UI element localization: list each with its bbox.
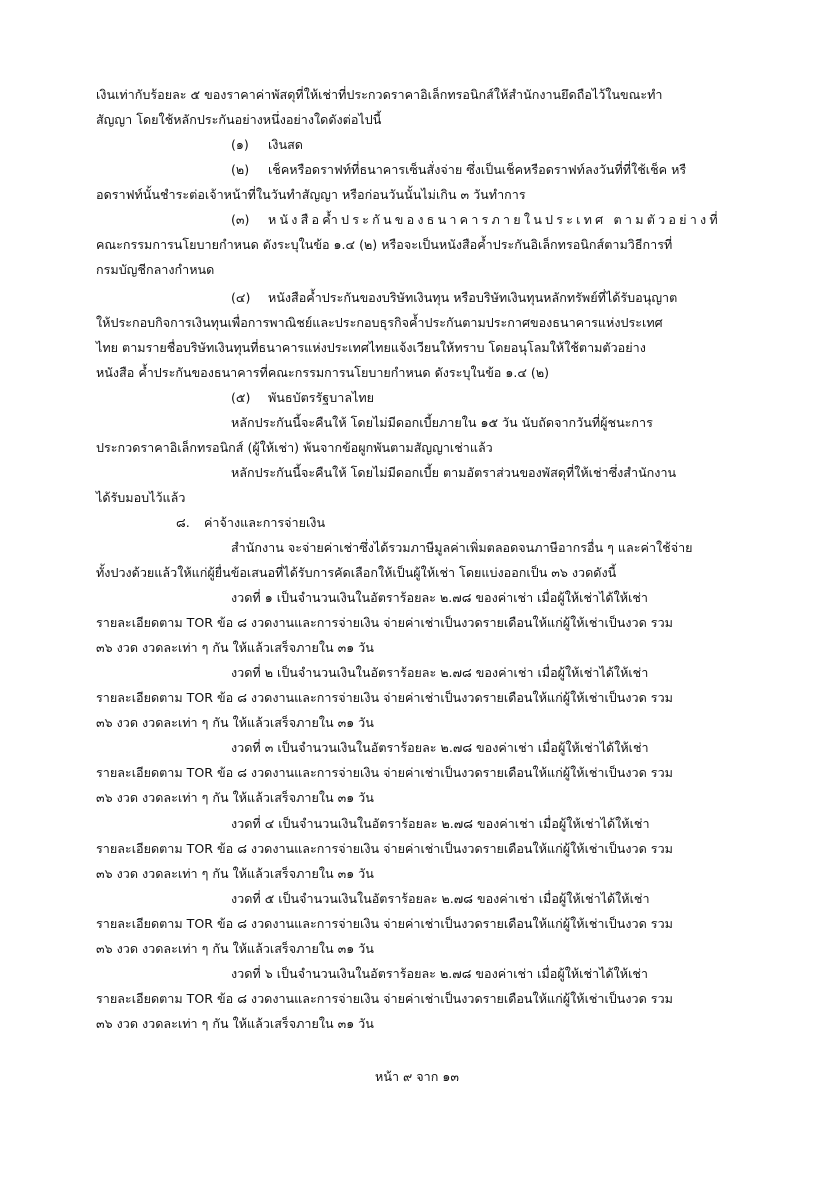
text-line: ๓๖ งวด งวดละเท่า ๆ กัน ให้แล้วเสร็จภายใน ๓๑ วัน: [96, 1016, 374, 1031]
list-marker: (๓): [231, 212, 250, 227]
text-line: รายละเอียดตาม TOR ข้อ ๘ งวดงานและการจ่ายเงิน จ่ายค่าเช่าเป็นงวดรายเดือนให้แก่ผู้ให้เช่าเป็นงวด รวม: [96, 690, 673, 705]
text-line: งวดที่ ๓ เป็นจำนวนเงินในอัตราร้อยละ ๒.๗๘ ของค่าเช่า เมื่อผู้ให้เช่าได้ให้เช่า: [231, 740, 649, 755]
text-line: สำนักงาน จะจ่ายค่าเช่าซึ่งได้รวมภาษีมูลค่าเพิ่มตลอดจนภาษีอากรอื่น ๆ และค่าใช้จ่าย: [231, 540, 693, 555]
text-line: ทั้งปวงด้วยแล้วให้แก่ผู้ยื่นข้อเสนอที่ได้รับการคัดเลือกให้เป็นผู้ให้เช่า โดยแบ่งออกเป็น ๓๖ งวดดังนี้: [96, 565, 617, 580]
text-line: ๓๖ งวด งวดละเท่า ๆ กัน ให้แล้วเสร็จภายใน ๓๑ วัน: [96, 715, 374, 730]
page-number: หน้า ๙ จาก ๑๓: [375, 1069, 459, 1084]
text-line: สัญญา โดยใช้หลักประกันอย่างหนึ่งอย่างใดดังต่อไปนี้: [96, 112, 382, 127]
text-line: งวดที่ ๔ เป็นจำนวนเงินในอัตราร้อยละ ๒.๗๘ ของค่าเช่า เมื่อผู้ให้เช่าได้ให้เช่า: [231, 816, 650, 831]
text-line: เช็คหรือดราฟท์ที่ธนาคารเซ็นสั่งจ่าย ซึ่งเป็นเช็คหรือดราฟท์ลงวันที่ที่ใช้เช็ค หรื: [268, 162, 687, 177]
section-number: ๘.: [176, 515, 190, 530]
text-line: ได้รับมอบไว้แล้ว: [96, 490, 186, 505]
text-line: รายละเอียดตาม TOR ข้อ ๘ งวดงานและการจ่ายเงิน จ่ายค่าเช่าเป็นงวดรายเดือนให้แก่ผู้ให้เช่าเป็นงวด รวม: [96, 765, 673, 780]
text-line: หลักประกันนี้จะคืนให้ โดยไม่มีดอกเบี้ยภายใน ๑๕ วัน นับถัดจากวันที่ผู้ชนะการ: [231, 415, 653, 430]
text-line: ๓๖ งวด งวดละเท่า ๆ กัน ให้แล้วเสร็จภายใน ๓๑ วัน: [96, 941, 374, 956]
text-line: หนังสือค้ำประกันของบริษัทเงินทุน หรือบริษัทเงินทุนหลักทรัพย์ที่ได้รับอนุญาต: [268, 290, 678, 305]
text-line: หนังสือ ค้ำประกันของธนาคารที่คณะกรรมการนโยบายกำหนด ดังระบุในข้อ ๑.๔ (๒): [96, 365, 550, 380]
text-line: พันธบัตรรัฐบาลไทย: [268, 390, 375, 405]
text-line: หนังสือค้ำประกันของธนาคารภายในประเทศ ตามตัวอย่างที่: [268, 212, 721, 227]
list-marker: (๕): [231, 390, 251, 405]
text-line: กรมบัญชีกลางกำหนด: [96, 262, 215, 277]
text-line: หลักประกันนี้จะคืนให้ โดยไม่มีดอกเบี้ย ตามอัตราส่วนของพัสดุที่ให้เช่าซึ่งสำนักงาน: [231, 465, 677, 480]
text-line: งวดที่ ๕ เป็นจำนวนเงินในอัตราร้อยละ ๒.๗๘ ของค่าเช่า เมื่อผู้ให้เช่าได้ให้เช่า: [231, 891, 650, 906]
text-line: ให้ประกอบกิจการเงินทุนเพื่อการพาณิชย์และประกอบธุรกิจค้ำประกันตามประกาศของธนาคารแห่งประเทศ: [96, 315, 663, 330]
text-line: เงินเท่ากับร้อยละ ๕ ของราคาค่าพัสดุที่ให้เช่าที่ประกวดราคาอิเล็กทรอนิกส์ให้สำนักงานยึดถือไว้ในขณะทำ: [96, 87, 663, 102]
text-line: รายละเอียดตาม TOR ข้อ ๘ งวดงานและการจ่ายเงิน จ่ายค่าเช่าเป็นงวดรายเดือนให้แก่ผู้ให้เช่าเป็นงวด รวม: [96, 991, 673, 1006]
text-line: งวดที่ ๑ เป็นจำนวนเงินในอัตราร้อยละ ๒.๗๘ ของค่าเช่า เมื่อผู้ให้เช่าได้ให้เช่า: [231, 590, 648, 605]
text-line: รายละเอียดตาม TOR ข้อ ๘ งวดงานและการจ่ายเงิน จ่ายค่าเช่าเป็นงวดรายเดือนให้แก่ผู้ให้เช่าเป็นงวด รวม: [96, 916, 673, 931]
list-marker: (๔): [231, 290, 251, 305]
text-line: เงินสด: [268, 137, 303, 152]
list-marker: (๒): [231, 162, 250, 177]
text-line: คณะกรรมการนโยบายกำหนด ดังระบุในข้อ ๑.๔ (๒) หรือจะเป็นหนังสือค้ำประกันอิเล็กทรอนิกส์ตามวิธีการที่: [96, 237, 673, 252]
text-line: ๓๖ งวด งวดละเท่า ๆ กัน ให้แล้วเสร็จภายใน ๓๑ วัน: [96, 790, 374, 805]
text-line: ๓๖ งวด งวดละเท่า ๆ กัน ให้แล้วเสร็จภายใน ๓๑ วัน: [96, 866, 374, 881]
text-line: งวดที่ ๒ เป็นจำนวนเงินในอัตราร้อยละ ๒.๗๘ ของค่าเช่า เมื่อผู้ให้เช่าได้ให้เช่า: [231, 665, 649, 680]
text-line: รายละเอียดตาม TOR ข้อ ๘ งวดงานและการจ่ายเงิน จ่ายค่าเช่าเป็นงวดรายเดือนให้แก่ผู้ให้เช่าเป็นงวด รวม: [96, 615, 673, 630]
text-line: ประกวดราคาอิเล็กทรอนิกส์ (ผู้ให้เช่า) พ้นจากข้อผูกพันตามสัญญาเช่าแล้ว: [96, 440, 493, 455]
text-line: งวดที่ ๖ เป็นจำนวนเงินในอัตราร้อยละ ๒.๗๘ ของค่าเช่า เมื่อผู้ให้เช่าได้ให้เช่า: [231, 966, 648, 981]
text-line: รายละเอียดตาม TOR ข้อ ๘ งวดงานและการจ่ายเงิน จ่ายค่าเช่าเป็นงวดรายเดือนให้แก่ผู้ให้เช่าเป็นงวด รวม: [96, 841, 673, 856]
list-marker: (๑): [231, 137, 249, 152]
text-line: อดราฟท์นั้นชำระต่อเจ้าหน้าที่ในวันทำสัญญา หรือก่อนวันนั้นไม่เกิน ๓ วันทำการ: [96, 187, 526, 202]
text-line: ๓๖ งวด งวดละเท่า ๆ กัน ให้แล้วเสร็จภายใน ๓๑ วัน: [96, 640, 374, 655]
text-line: ไทย ตามรายชื่อบริษัทเงินทุนที่ธนาคารแห่งประเทศไทยแจ้งเวียนให้ทราบ โดยอนุโลมให้ใช้ตามตัวอย่าง: [96, 340, 646, 355]
section-heading: ค่าจ้างและการจ่ายเงิน: [204, 515, 326, 530]
